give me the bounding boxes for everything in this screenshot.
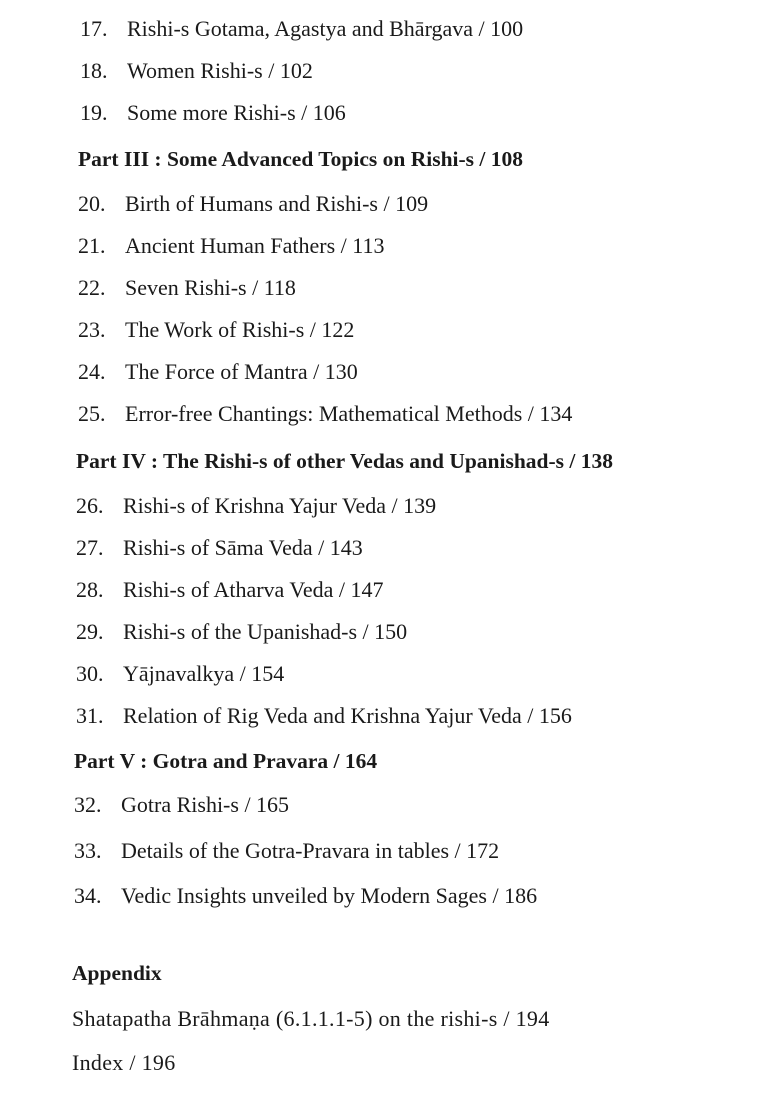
entry-number: 30. (76, 661, 104, 686)
entry-number: 17. (80, 16, 108, 41)
entry-number: 21. (78, 233, 106, 258)
entry-title: Rishi-s of Sāma Veda / 143 (123, 535, 363, 560)
entry-title: Ancient Human Fathers / 113 (125, 233, 385, 258)
entry-number: 25. (78, 401, 106, 426)
entry-title: Rishi-s of Atharva Veda / 147 (123, 577, 384, 602)
entry-title: Rishi-s Gotama, Agastya and Bhārgava / 100 (127, 16, 524, 41)
entry-number: 29. (76, 619, 104, 644)
entry-number: 27. (76, 535, 104, 560)
entry-number: 33. (74, 838, 102, 863)
entry-number: 23. (78, 317, 106, 342)
toc-section-heading: Appendix (72, 961, 162, 985)
entry-number: 19. (80, 100, 108, 125)
entry-number: 34. (74, 883, 102, 908)
entry-title: Birth of Humans and Rishi-s / 109 (125, 191, 429, 216)
entry-number: 26. (76, 493, 104, 518)
entry-title: Women Rishi-s / 102 (127, 58, 313, 83)
entry-title: Gotra Rishi-s / 165 (121, 792, 290, 817)
entry-number: 22. (78, 275, 106, 300)
toc-section-heading: Part V : Gotra and Pravara / 164 (74, 749, 378, 773)
entry-title: The Work of Rishi-s / 122 (125, 317, 355, 342)
entry-title: Some more Rishi-s / 106 (127, 100, 346, 125)
entry-title: The Force of Mantra / 130 (125, 359, 358, 384)
entry-title: Details of the Gotra-Pravara in tables / 172 (121, 838, 500, 863)
entry-title: Yājnavalkya / 154 (123, 661, 285, 686)
entry-number: 18. (80, 58, 108, 83)
entry-number: 24. (78, 359, 106, 384)
entry-title: Seven Rishi-s / 118 (125, 275, 296, 300)
entry-title: Vedic Insights unveiled by Modern Sages / 186 (121, 883, 538, 908)
entry-number: 31. (76, 703, 104, 728)
entry-number: 20. (78, 191, 106, 216)
entry-number: 28. (76, 577, 104, 602)
entry-title: Rishi-s of Krishna Yajur Veda / 139 (123, 493, 437, 518)
entry-title: Rishi-s of the Upanishad-s / 150 (123, 619, 408, 644)
entry-number: 32. (74, 792, 102, 817)
toc-section-heading: Part IV : The Rishi-s of other Vedas and Upanishad-s / 138 (76, 449, 614, 473)
entry-title: Relation of Rig Veda and Krishna Yajur Veda / 156 (123, 703, 572, 728)
toc-section-heading: Part III : Some Advanced Topics on Rishi-s / 108 (78, 147, 524, 171)
toc-appendix-item: Index / 196 (72, 1050, 176, 1075)
entry-title: Error-free Chantings: Mathematical Methods / 134 (125, 401, 573, 426)
toc-appendix-item: Shatapatha Brāhmaṇa (6.1.1.1-5) on the rishi-s / 194 (72, 1006, 550, 1031)
